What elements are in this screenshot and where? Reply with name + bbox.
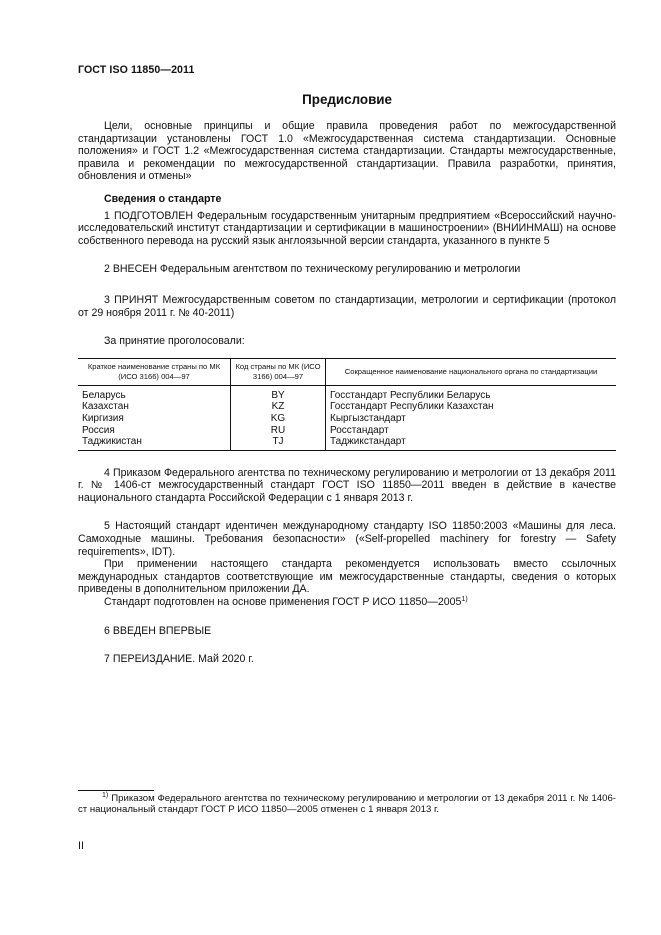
table-header-code: Код страны по МК (ИСО 3166) 004—97 <box>231 358 326 385</box>
footnote-reference[interactable]: 1) <box>461 596 468 604</box>
item-5-basis <box>78 596 616 609</box>
country-cell: Киргизия <box>82 412 124 424</box>
foreword-content <box>78 92 616 666</box>
footnote-divider <box>78 790 154 791</box>
country-cell: Беларусь <box>82 389 126 401</box>
page-number: II <box>78 840 84 852</box>
table-header-country: Краткое наименование страны по МК (ИСО 3166) 004—97 <box>78 358 231 385</box>
country-cell: Россия <box>82 424 115 436</box>
country-cell: Казахстан <box>82 401 129 413</box>
footnote <box>78 793 616 816</box>
table-header-body: Сокращенное наименование национального органа по стандартизации <box>326 358 617 385</box>
voting-table <box>78 358 616 451</box>
item-5: 5 Настоящий стандарт идентичен международному стандарту ISO 11850:2003 «Машины для леса. Самоходные машины. Требования безопасности» («Self-propelled machinery for forestry — Safety requirements», IDT). <box>78 520 616 558</box>
code-cell: KG <box>231 413 326 425</box>
table-row <box>78 401 616 413</box>
table-row <box>78 385 616 401</box>
item-2: 2 ВНЕСЕН Федеральным агентством по техническому регулированию и метрологии <box>104 263 521 276</box>
page-title: Предисловие <box>302 92 392 107</box>
item-4: 4 Приказом Федерального агентства по техническому регулированию и метрологии от 13 декабря 2011 г. № 1406-ст межгосударственный стандарт ГОСТ ISO 11850—2011 введен в действие в качестве национального стандарта Российской Федерации с 1 января 2013 г. <box>78 466 616 504</box>
table-row <box>78 436 616 450</box>
code-cell: TJ <box>231 436 326 450</box>
code-cell: KZ <box>231 401 326 413</box>
item-1: 1 ПОДГОТОВЛЕН Федеральным государственным унитарным предприятием «Всероссийский научно-исследовательский институт стандартизации и сертификации в машиностроении» (ВНИИНМАШ) на основе собственного перевода на русский язык англоязычной версии стандарта, указанного в пункте 5 <box>78 209 616 247</box>
footnote-mark: 1) <box>102 792 109 799</box>
body-cell: Госстандарт Республики Казахстан <box>326 401 617 413</box>
code-cell: RU <box>231 425 326 437</box>
code-cell: BY <box>231 385 326 401</box>
body-cell: Росстандарт <box>326 425 617 437</box>
item-6: 6 ВВЕДЕН ВПЕРВЫЕ <box>104 624 212 637</box>
table-header-row <box>78 358 616 385</box>
voted-label: За принятие проголосовали: <box>104 335 245 348</box>
table-row <box>78 425 616 437</box>
item-5-references: При применении настоящего стандарта рекомендуется использовать вместо ссылочных международных стандартов соответствующие им межгосударственные стандарты, сведения о которых приведены в дополнительном приложении ДА. <box>78 558 616 596</box>
country-cell: Таджикистан <box>78 436 231 450</box>
item-7: 7 ПЕРЕИЗДАНИЕ. Май 2020 г. <box>104 653 254 666</box>
section-title: Сведения о стандарте <box>104 192 222 205</box>
footnote-text: Приказом Федерального агентства по техническому регулированию и метрологии от 13 декабря 2011 г. № 1406-ст национальный стандарт ГОСТ Р ИСО 11850—2005 отменен с 1 января 2013 г. <box>78 793 616 816</box>
body-cell: Кыргызстандарт <box>326 413 617 425</box>
body-cell: Таджикстандарт <box>326 436 617 450</box>
document-code: ГОСТ ISO 11850—2011 <box>78 64 195 76</box>
item-3: 3 ПРИНЯТ Межгосударственным советом по стандартизации, метрологии и сертификации (протокол от 29 ноября 2011 г. № 40-2011) <box>78 293 616 319</box>
body-cell: Госстандарт Республики Беларусь <box>326 385 617 401</box>
intro-paragraph: Цели, основные принципы и общие правила проведения работ по межгосударственной стандартизации установлены ГОСТ 1.0 «Межгосударственная система стандартизации. Основные положения» и ГОСТ 1.2 «Межгосударственная система стандартизации. Стандарты межгосударственные, правила и рекомендации по межгосударственной стандартизации. Правила разработки, принятия, обновления и отмены» <box>78 120 616 183</box>
item-5-basis-text: Стандарт подготовлен на основе применения ГОСТ Р ИСО 11850—2005 <box>104 596 462 609</box>
table-row <box>78 413 616 425</box>
